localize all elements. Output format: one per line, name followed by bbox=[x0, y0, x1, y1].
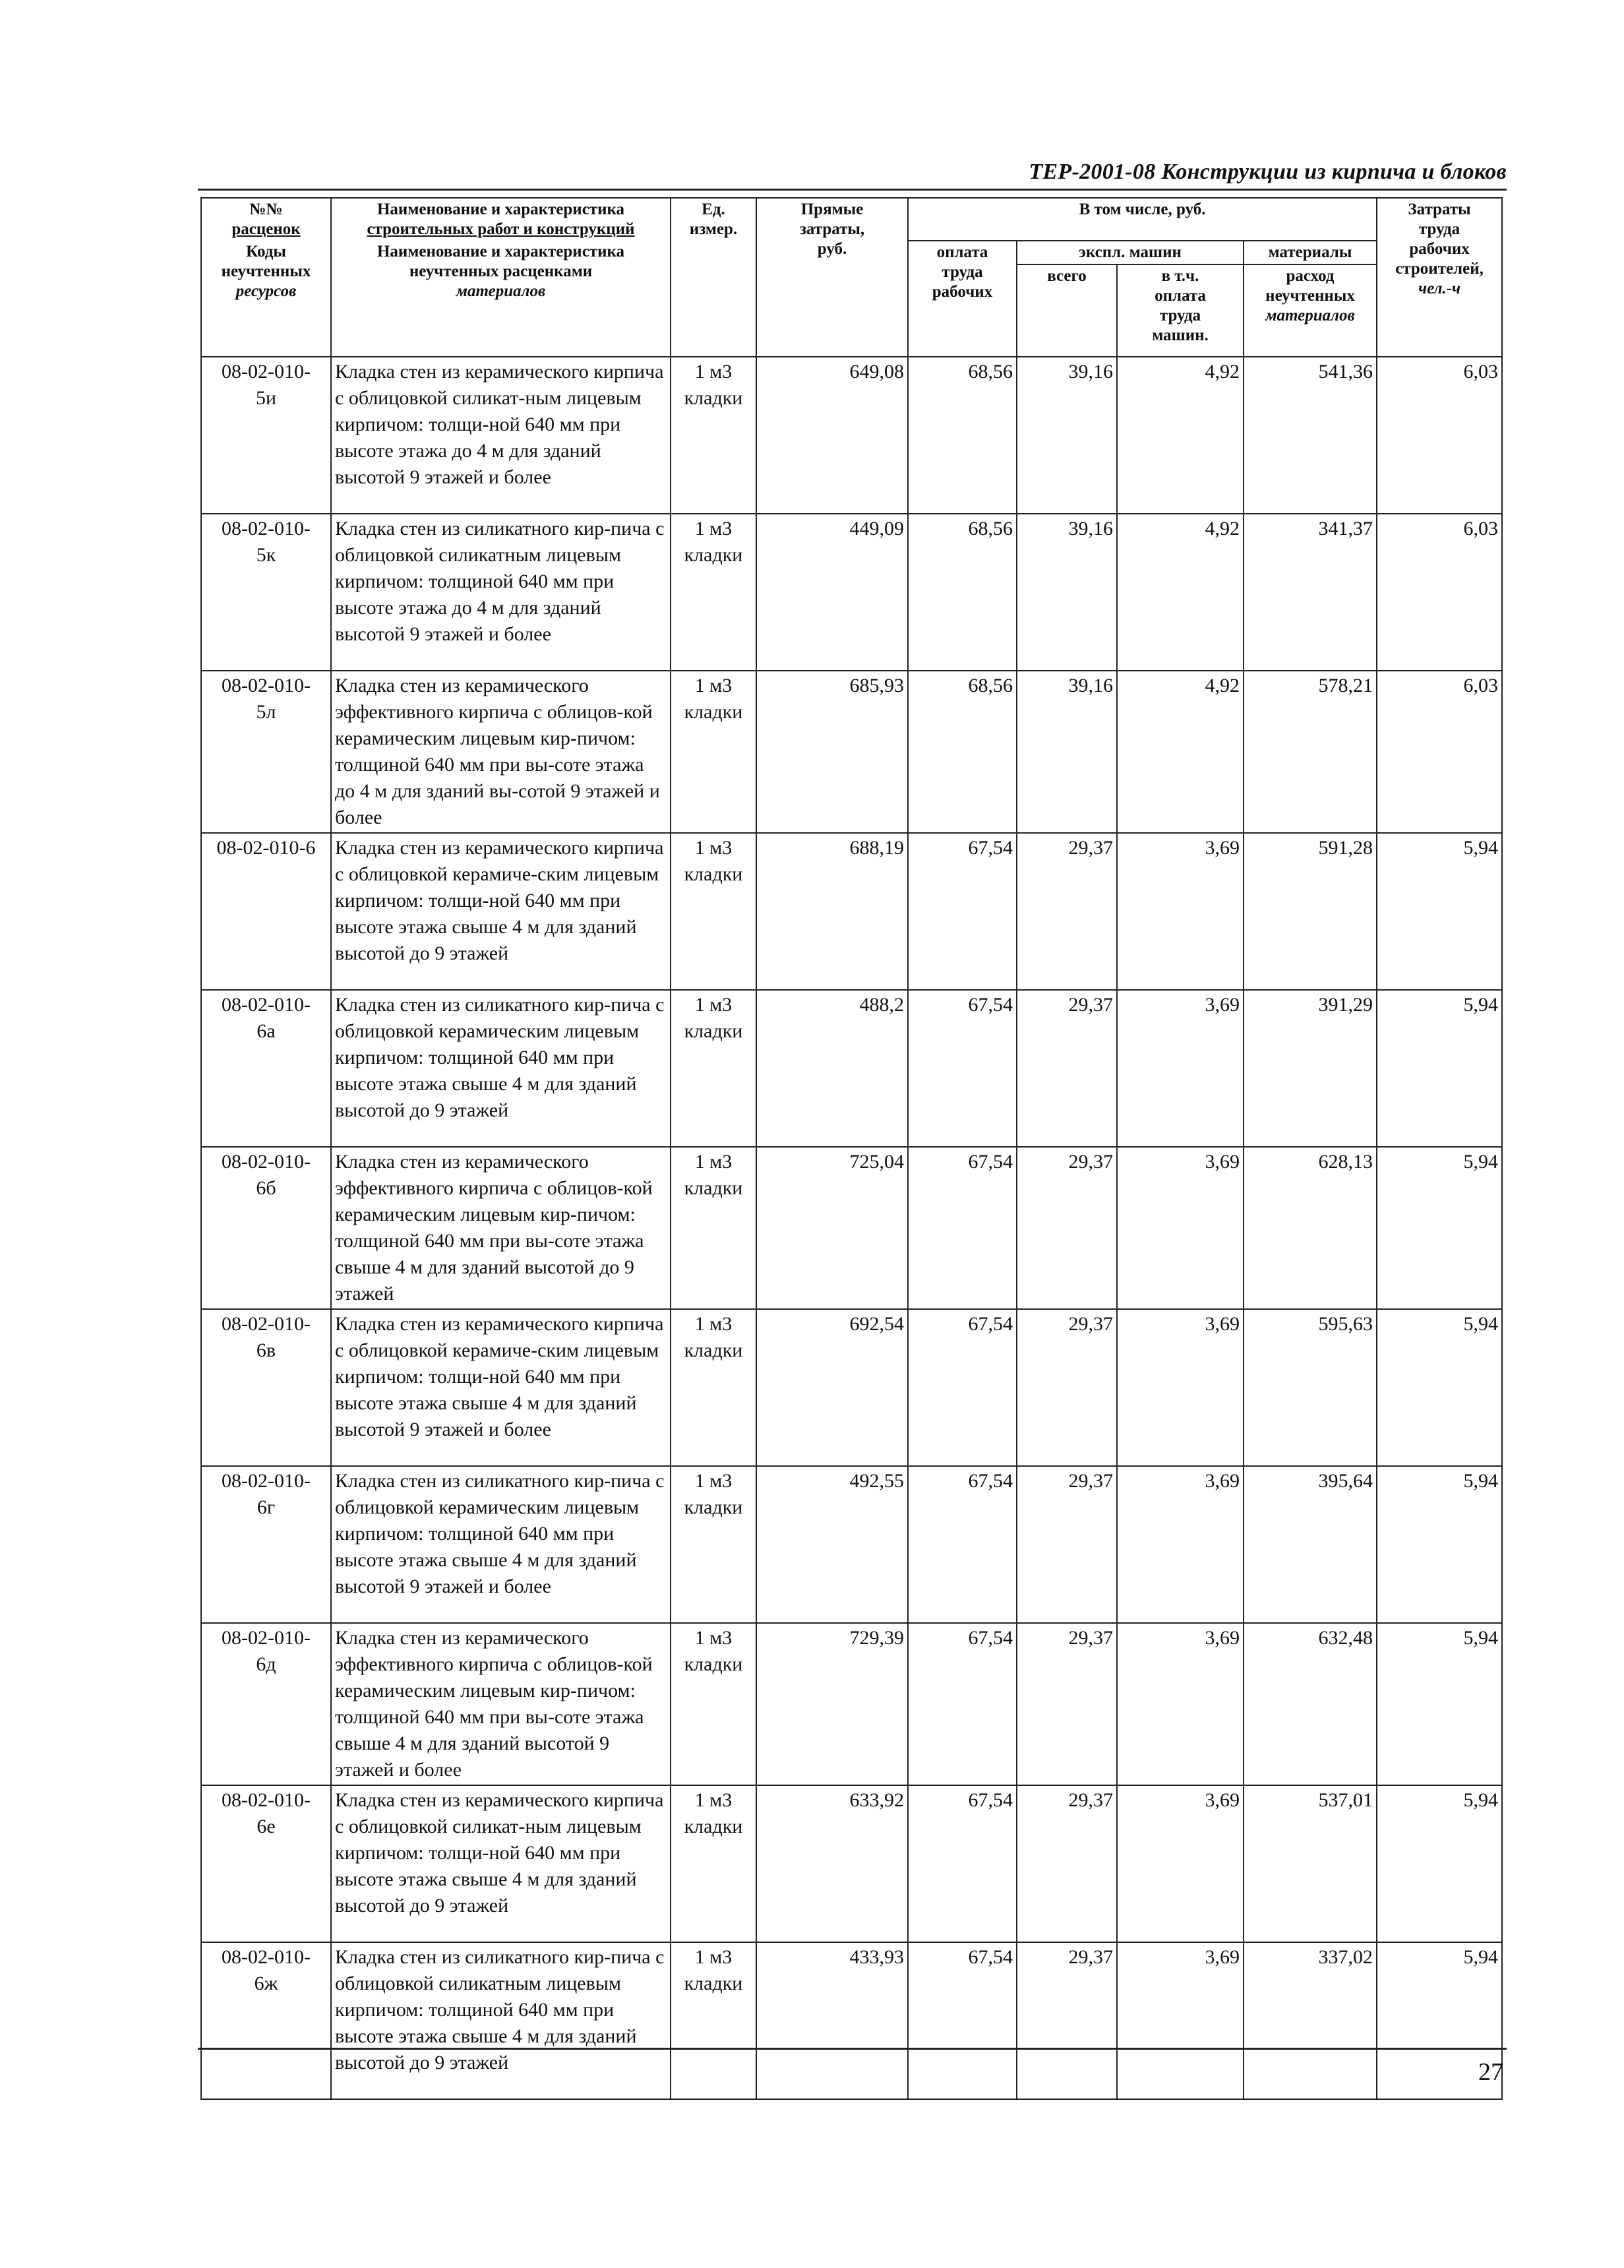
row-description: Кладка стен из силикатного кир-пича с облицовкой силикатным лицевым кирпичом: толщиной 640 мм при высоте этажа свыше 4 м для зданий высотой до 9 этажей bbox=[331, 1942, 671, 2099]
row-machines-total: 29,37 bbox=[1017, 1466, 1117, 1623]
col-code-header-top: №№ расценок bbox=[201, 198, 331, 241]
table-row bbox=[201, 357, 1502, 514]
row-materials: 628,13 bbox=[1244, 1147, 1377, 1309]
row-materials: 337,02 bbox=[1244, 1942, 1377, 2099]
table-row bbox=[201, 671, 1502, 833]
row-labor-pay: 67,54 bbox=[908, 1466, 1017, 1623]
row-machines-total: 29,37 bbox=[1017, 1147, 1117, 1309]
row-description: Кладка стен из керамического кирпича с облицовкой силикат-ным лицевым кирпичом: толщи-ной 640 мм при высоте этажа до 4 м для зданий высотой 9 этажей и более bbox=[331, 357, 671, 514]
row-labor-hours: 6,03 bbox=[1377, 671, 1502, 833]
row-direct-cost: 688,19 bbox=[756, 833, 908, 990]
row-unit: 1 м3 кладки bbox=[671, 833, 756, 990]
row-labor-pay: 67,54 bbox=[908, 1942, 1017, 2099]
row-machines-labor: 4,92 bbox=[1117, 357, 1244, 514]
row-labor-hours: 5,94 bbox=[1377, 1147, 1502, 1309]
row-unit: 1 м3 кладки bbox=[671, 671, 756, 833]
row-labor-pay: 67,54 bbox=[908, 1623, 1017, 1785]
row-labor-pay: 67,54 bbox=[908, 990, 1017, 1147]
table-row bbox=[201, 1147, 1502, 1309]
row-unit: 1 м3 кладки bbox=[671, 990, 756, 1147]
row-direct-cost: 649,08 bbox=[756, 357, 908, 514]
row-code: 08-02-010- 6д bbox=[201, 1623, 331, 1785]
col-labor-pay-header: оплата труда рабочих bbox=[908, 241, 1017, 357]
col-machines-header: экспл. машин bbox=[1017, 241, 1244, 264]
row-machines-labor: 3,69 bbox=[1117, 990, 1244, 1147]
col-group-header: В том числе, руб. bbox=[908, 198, 1377, 241]
col-code-header-bottom: Коды неучтенных ресурсов bbox=[201, 241, 331, 357]
row-unit: 1 м3 кладки bbox=[671, 1466, 756, 1623]
row-labor-hours: 6,03 bbox=[1377, 357, 1502, 514]
row-description: Кладка стен из керамического кирпича с облицовкой силикат-ным лицевым кирпичом: толщи-ной 640 мм при высоте этажа свыше 4 м для зданий высотой до 9 этажей bbox=[331, 1785, 671, 1942]
col-direct-cost-header: Прямые затраты, руб. bbox=[756, 198, 908, 357]
row-direct-cost: 685,93 bbox=[756, 671, 908, 833]
row-code: 08-02-010- 6в bbox=[201, 1309, 331, 1466]
row-machines-total: 39,16 bbox=[1017, 357, 1117, 514]
row-description: Кладка стен из керамического эффективного кирпича с облицов-кой керамическим лицевым кир-пичом: толщиной 640 мм при вы-соте этажа свыше 4 м для зданий высотой 9 этажей и более bbox=[331, 1623, 671, 1785]
row-machines-labor: 3,69 bbox=[1117, 1309, 1244, 1466]
row-direct-cost: 433,93 bbox=[756, 1942, 908, 2099]
table-row bbox=[201, 990, 1502, 1147]
row-machines-labor: 4,92 bbox=[1117, 671, 1244, 833]
row-materials: 595,63 bbox=[1244, 1309, 1377, 1466]
row-machines-labor: 3,69 bbox=[1117, 1942, 1244, 2099]
row-unit: 1 м3 кладки bbox=[671, 1623, 756, 1785]
row-machines-total: 29,37 bbox=[1017, 1942, 1117, 2099]
row-description: Кладка стен из силикатного кир-пича с облицовкой силикатным лицевым кирпичом: толщиной 640 мм при высоте этажа до 4 м для зданий высотой 9 этажей и более bbox=[331, 514, 671, 671]
row-code: 08-02-010- 6г bbox=[201, 1466, 331, 1623]
row-machines-total: 29,37 bbox=[1017, 990, 1117, 1147]
col-materials-header: материалы bbox=[1244, 241, 1377, 264]
row-machines-total: 39,16 bbox=[1017, 671, 1117, 833]
row-code: 08-02-010- 5к bbox=[201, 514, 331, 671]
col-labor-hours-header: Затраты труда рабочих строителей, чел.-ч bbox=[1377, 198, 1502, 357]
row-description: Кладка стен из силикатного кир-пича с облицовкой керамическим лицевым кирпичом: толщиной 640 мм при высоте этажа свыше 4 м для зданий высотой 9 этажей и более bbox=[331, 1466, 671, 1623]
row-labor-hours: 5,94 bbox=[1377, 1309, 1502, 1466]
table-row bbox=[201, 1466, 1502, 1623]
row-direct-cost: 449,09 bbox=[756, 514, 908, 671]
row-description: Кладка стен из керамического эффективного кирпича с облицов-кой керамическим лицевым кир-пичом: толщиной 640 мм при вы-соте этажа свыше 4 м для зданий высотой до 9 этажей bbox=[331, 1147, 671, 1309]
col-unit-header: Ед. измер. bbox=[671, 198, 756, 357]
row-labor-hours: 5,94 bbox=[1377, 1466, 1502, 1623]
row-unit: 1 м3 кладки bbox=[671, 1942, 756, 2099]
row-labor-hours: 5,94 bbox=[1377, 990, 1502, 1147]
table-row bbox=[201, 1309, 1502, 1466]
price-table bbox=[200, 197, 1503, 2100]
row-labor-pay: 67,54 bbox=[908, 1785, 1017, 1942]
row-code: 08-02-010- 6б bbox=[201, 1147, 331, 1309]
table-row bbox=[201, 1942, 1502, 2099]
row-labor-hours: 5,94 bbox=[1377, 1623, 1502, 1785]
row-machines-total: 29,37 bbox=[1017, 1309, 1117, 1466]
row-labor-pay: 68,56 bbox=[908, 514, 1017, 671]
col-machines-total-header: всего bbox=[1017, 264, 1117, 357]
row-labor-pay: 68,56 bbox=[908, 357, 1017, 514]
document-header-title: ТЕР-2001-08 Конструкции из кирпича и блоков bbox=[1029, 160, 1507, 184]
row-code: 08-02-010- 6ж bbox=[201, 1942, 331, 2099]
row-code: 08-02-010-6 bbox=[201, 833, 331, 990]
row-machines-total: 29,37 bbox=[1017, 1623, 1117, 1785]
row-machines-total: 29,37 bbox=[1017, 833, 1117, 990]
table-row bbox=[201, 1785, 1502, 1942]
row-materials: 537,01 bbox=[1244, 1785, 1377, 1942]
row-code: 08-02-010- 5и bbox=[201, 357, 331, 514]
row-materials: 578,21 bbox=[1244, 671, 1377, 833]
row-materials: 541,36 bbox=[1244, 357, 1377, 514]
row-materials: 395,64 bbox=[1244, 1466, 1377, 1623]
row-labor-hours: 5,94 bbox=[1377, 1785, 1502, 1942]
col-name-header-bottom: Наименование и характеристика неучтенных расценками материалов bbox=[331, 241, 671, 357]
row-code: 08-02-010- 5л bbox=[201, 671, 331, 833]
row-materials: 591,28 bbox=[1244, 833, 1377, 990]
row-direct-cost: 492,55 bbox=[756, 1466, 908, 1623]
row-code: 08-02-010- 6а bbox=[201, 990, 331, 1147]
header-rule bbox=[198, 189, 1507, 191]
footer-rule bbox=[198, 2048, 1507, 2050]
row-unit: 1 м3 кладки bbox=[671, 1309, 756, 1466]
row-description: Кладка стен из силикатного кир-пича с облицовкой керамическим лицевым кирпичом: толщиной 640 мм при высоте этажа свыше 4 м для зданий высотой до 9 этажей bbox=[331, 990, 671, 1147]
row-machines-total: 29,37 bbox=[1017, 1785, 1117, 1942]
table-row bbox=[201, 833, 1502, 990]
table-row bbox=[201, 1623, 1502, 1785]
row-unit: 1 м3 кладки bbox=[671, 357, 756, 514]
row-direct-cost: 725,04 bbox=[756, 1147, 908, 1309]
row-labor-hours: 5,94 bbox=[1377, 1942, 1502, 2099]
col-materials-sub-header: расход неучтенных материалов bbox=[1244, 264, 1377, 357]
col-name-header-top: Наименование и характеристика строительных работ и конструкций bbox=[331, 198, 671, 241]
row-unit: 1 м3 кладки bbox=[671, 1785, 756, 1942]
row-materials: 391,29 bbox=[1244, 990, 1377, 1147]
row-description: Кладка стен из керамического кирпича с облицовкой керамиче-ским лицевым кирпичом: толщи-ной 640 мм при высоте этажа свыше 4 м для зданий высотой до 9 этажей bbox=[331, 833, 671, 990]
row-materials: 341,37 bbox=[1244, 514, 1377, 671]
row-machines-labor: 3,69 bbox=[1117, 1147, 1244, 1309]
row-unit: 1 м3 кладки bbox=[671, 1147, 756, 1309]
row-materials: 632,48 bbox=[1244, 1623, 1377, 1785]
row-labor-pay: 67,54 bbox=[908, 1147, 1017, 1309]
row-direct-cost: 633,92 bbox=[756, 1785, 908, 1942]
row-machines-total: 39,16 bbox=[1017, 514, 1117, 671]
row-direct-cost: 692,54 bbox=[756, 1309, 908, 1466]
row-description: Кладка стен из керамического кирпича с облицовкой керамиче-ским лицевым кирпичом: толщи-ной 640 мм при высоте этажа свыше 4 м для зданий высотой 9 этажей и более bbox=[331, 1309, 671, 1466]
row-machines-labor: 4,92 bbox=[1117, 514, 1244, 671]
row-code: 08-02-010- 6е bbox=[201, 1785, 331, 1942]
row-direct-cost: 488,2 bbox=[756, 990, 908, 1147]
row-labor-pay: 67,54 bbox=[908, 833, 1017, 990]
table-row bbox=[201, 514, 1502, 671]
row-unit: 1 м3 кладки bbox=[671, 514, 756, 671]
page-number: 27 bbox=[1478, 2058, 1503, 2086]
row-labor-hours: 5,94 bbox=[1377, 833, 1502, 990]
row-labor-pay: 68,56 bbox=[908, 671, 1017, 833]
row-direct-cost: 729,39 bbox=[756, 1623, 908, 1785]
row-machines-labor: 3,69 bbox=[1117, 1466, 1244, 1623]
row-machines-labor: 3,69 bbox=[1117, 833, 1244, 990]
row-labor-hours: 6,03 bbox=[1377, 514, 1502, 671]
row-labor-pay: 67,54 bbox=[908, 1309, 1017, 1466]
col-machines-labor-header: в т.ч. оплата труда машин. bbox=[1117, 264, 1244, 357]
row-description: Кладка стен из керамического эффективного кирпича с облицов-кой керамическим лицевым кир-пичом: толщиной 640 мм при вы-соте этажа до 4 м для зданий вы-сотой 9 этажей и более bbox=[331, 671, 671, 833]
row-machines-labor: 3,69 bbox=[1117, 1785, 1244, 1942]
row-machines-labor: 3,69 bbox=[1117, 1623, 1244, 1785]
table-body bbox=[201, 357, 1502, 2099]
